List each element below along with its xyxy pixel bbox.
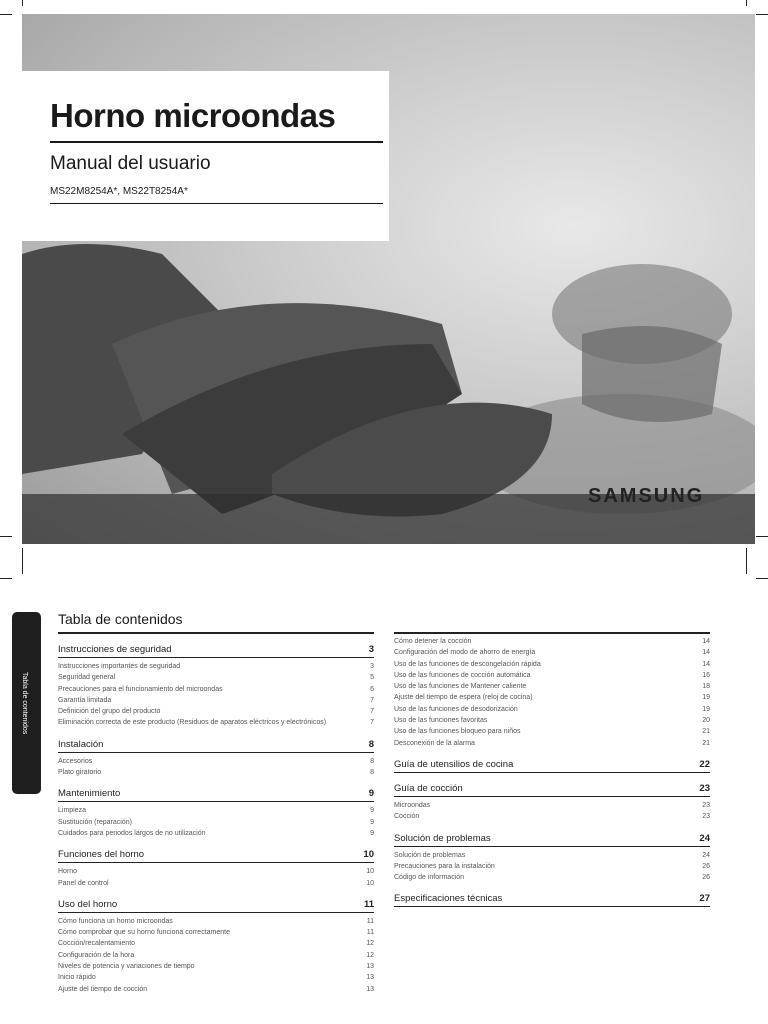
- toc-entry-page: 9: [370, 818, 374, 826]
- toc-section: [394, 833, 710, 884]
- crop-mark: [746, 548, 747, 574]
- toc-section-header[interactable]: [58, 739, 374, 752]
- toc-entry-title: Cuidados para periodos largos de no utilización: [58, 829, 206, 837]
- toc-section-page: 24: [699, 832, 710, 844]
- toc-entry[interactable]: [58, 805, 374, 816]
- toc-section: [58, 899, 374, 995]
- toc-section-header[interactable]: [58, 788, 374, 801]
- toc-entry-page: 8: [370, 757, 374, 765]
- toc-section-page: 8: [368, 738, 374, 750]
- toc-entry[interactable]: [394, 715, 710, 726]
- crop-mark: [0, 536, 12, 537]
- toc-entry-title: Definición del grupo del producto: [58, 708, 161, 716]
- toc-entry-title: Panel de control: [58, 879, 109, 887]
- crop-mark: [746, 0, 747, 6]
- toc-entry[interactable]: [58, 684, 374, 695]
- toc-entry-title: Seguridad general: [58, 674, 116, 682]
- toc-section-title: Instalación: [58, 738, 104, 750]
- toc-entry-title: Desconexión de la alarma: [394, 739, 475, 747]
- toc-section-page: 11: [363, 898, 374, 910]
- toc-entry-title: Uso de las funciones de cocción automática: [394, 671, 531, 679]
- toc-entry-title: Precauciones para la instalación: [394, 862, 495, 870]
- toc-entry[interactable]: [394, 636, 710, 647]
- toc-entry-page: 26: [702, 874, 710, 882]
- toc-entry-page: 7: [370, 719, 374, 727]
- toc-entry-page: 7: [370, 696, 374, 704]
- toc-entry[interactable]: [58, 817, 374, 828]
- toc-entry-page: 16: [702, 671, 710, 679]
- toc-entry-title: Instrucciones importantes de seguridad: [58, 663, 181, 670]
- toc-section-page: 10: [363, 849, 374, 861]
- toc-section-title: Guía de cocción: [394, 782, 463, 794]
- toc-section: [394, 783, 710, 823]
- toc-entry-title: Uso de las funciones favoritas: [394, 717, 488, 725]
- toc-entry[interactable]: [58, 767, 374, 778]
- toc-entry-title: Cómo comprobar que su horno funciona correctamente: [58, 929, 230, 937]
- toc-section: [58, 644, 374, 729]
- toc-section-title: Funciones del horno: [58, 849, 145, 861]
- toc-top-rule: [58, 632, 374, 634]
- toc-entry-page: 7: [370, 708, 374, 716]
- toc-entry-title: Cómo funciona un horno microondas: [58, 917, 173, 925]
- crop-mark: [0, 14, 12, 15]
- toc-entry[interactable]: [58, 661, 374, 672]
- toc-entry-title: Sustitución (reparación): [58, 818, 132, 826]
- toc-entry-page: 5: [370, 674, 374, 682]
- toc-entry-title: Cocción/recalentamiento: [58, 940, 136, 948]
- toc-section-title: Guía de utensilios de cocina: [394, 758, 514, 770]
- toc-entry[interactable]: [394, 647, 710, 658]
- cover-title: Horno microondas: [50, 97, 336, 134]
- toc-section-title: Solución de problemas: [394, 832, 491, 844]
- toc-entry[interactable]: [394, 850, 710, 861]
- toc-entry[interactable]: [394, 692, 710, 703]
- toc-entry[interactable]: [394, 738, 710, 749]
- toc-entry-title: Accesorios: [58, 757, 93, 765]
- toc-entry-page: 23: [702, 801, 710, 809]
- toc-entry[interactable]: [394, 872, 710, 883]
- toc-entry-page: 11: [366, 917, 374, 925]
- toc-entry[interactable]: [394, 811, 710, 822]
- toc-entry[interactable]: [58, 695, 374, 706]
- toc-entry-title: Uso de las funciones de descongelación rápida: [394, 660, 541, 668]
- toc-entry[interactable]: [58, 916, 374, 927]
- toc-entry[interactable]: [58, 927, 374, 938]
- toc-entry[interactable]: [58, 961, 374, 972]
- toc-entry-page: 24: [702, 851, 710, 859]
- toc-entry[interactable]: [58, 972, 374, 983]
- toc-entry-page: 11: [366, 929, 374, 937]
- toc-entry[interactable]: [394, 704, 710, 715]
- toc-entry-title: Cómo detener la cocción: [394, 638, 472, 645]
- toc-section: [58, 739, 374, 779]
- toc-section-page: 9: [368, 788, 374, 800]
- toc-entry-title: Plato giratorio: [58, 769, 102, 777]
- toc-section-header[interactable]: [394, 833, 710, 846]
- crop-mark: [756, 536, 768, 537]
- toc-entry[interactable]: [394, 659, 710, 670]
- toc-entry-page: 8: [370, 769, 374, 777]
- toc-section-title: Instrucciones de seguridad: [58, 644, 172, 655]
- toc-entry-page: 21: [702, 728, 710, 736]
- toc-section-rule: [58, 801, 374, 802]
- toc-section-rule: [58, 752, 374, 753]
- toc-entry-page: 9: [370, 807, 374, 815]
- title-rule: [50, 141, 383, 143]
- toc-entry-title: Solución de problemas: [394, 851, 466, 859]
- toc-section-page: 23: [699, 782, 710, 794]
- toc-right-column: [394, 632, 710, 910]
- toc-entry-page: 21: [702, 739, 710, 747]
- toc-section-rule: [394, 772, 710, 773]
- toc-entry[interactable]: [58, 672, 374, 683]
- toc-entry-page: 19: [702, 705, 710, 713]
- side-tab: [12, 612, 41, 794]
- toc-entry-title: Niveles de potencia y variaciones de tiempo: [58, 963, 195, 971]
- crop-mark: [22, 548, 23, 574]
- toc-entry-title: Código de información: [394, 874, 465, 882]
- toc-section-rule: [58, 862, 374, 863]
- toc-continued-entries: [394, 636, 710, 749]
- side-tab-label: Tabla de contenidos: [21, 672, 28, 735]
- toc-entry-title: Precauciones para el funcionamiento del microondas: [58, 685, 223, 693]
- toc-entry-title: Eliminación correcta de este producto (Residuos de aparatos eléctricos y electrónicos): [58, 719, 327, 727]
- toc-section-title: Uso del horno: [58, 898, 118, 910]
- crop-mark: [756, 578, 768, 579]
- toc-entry-title: Garantía limitada: [58, 696, 112, 704]
- toc-entry-title: Uso de las funciones de Mantener caliente: [394, 683, 527, 691]
- toc-entry[interactable]: [58, 984, 374, 995]
- toc-section: [394, 759, 710, 773]
- toc-entry-page: 23: [702, 813, 710, 821]
- toc-entry-page: 14: [702, 638, 710, 645]
- toc-entry[interactable]: [58, 756, 374, 767]
- toc-entry-page: 14: [702, 649, 710, 657]
- toc-entry-page: 19: [702, 694, 710, 702]
- toc-entry-title: Configuración del modo de ahorro de energía: [394, 649, 536, 657]
- toc-entry-page: 12: [366, 940, 374, 948]
- toc-section-header[interactable]: [58, 899, 374, 912]
- toc-section-header[interactable]: [394, 783, 710, 796]
- toc-entry[interactable]: [58, 828, 374, 839]
- toc-entry-title: Ajuste del tiempo de cocción: [58, 985, 148, 993]
- toc-entry[interactable]: [394, 726, 710, 737]
- toc-entry[interactable]: [394, 861, 710, 872]
- toc-section: [58, 788, 374, 839]
- toc-section-rule: [394, 796, 710, 797]
- toc-section-header[interactable]: [394, 893, 710, 906]
- crop-mark: [756, 14, 768, 15]
- toc-section-title: Especificaciones técnicas: [394, 893, 503, 905]
- toc-section: [394, 893, 710, 907]
- toc-section-header[interactable]: [58, 849, 374, 862]
- toc-entry-title: Ajuste del tiempo de espera (reloj de cocina): [394, 694, 533, 702]
- toc-entry-title: Cocción: [394, 813, 420, 821]
- toc-entry-page: 10: [366, 879, 374, 887]
- toc-entry-page: 14: [702, 660, 710, 668]
- toc-entry-title: Microondas: [394, 801, 431, 809]
- toc-entry[interactable]: [394, 800, 710, 811]
- toc-entry[interactable]: [58, 706, 374, 717]
- toc-entry-page: 20: [702, 717, 710, 725]
- toc-entry[interactable]: [58, 878, 374, 889]
- toc-entry-page: 13: [366, 985, 374, 993]
- toc-section-page: 27: [699, 893, 710, 905]
- toc-entry-title: Configuración de la hora: [58, 951, 135, 959]
- cover-title-box: [22, 71, 389, 241]
- toc-section-header[interactable]: [394, 759, 710, 772]
- toc-entry[interactable]: [58, 866, 374, 877]
- toc-top-rule: [394, 632, 710, 634]
- toc-entry-page: 26: [702, 862, 710, 870]
- toc-entry-title: Uso de las funciones bloqueo para niños: [394, 728, 521, 736]
- cover-subtitle: Manual del usuario: [50, 153, 211, 174]
- toc-entry-page: 6: [370, 685, 374, 693]
- toc-entry[interactable]: [58, 717, 374, 728]
- model-rule: [50, 203, 383, 204]
- toc-section-rule: [58, 657, 374, 658]
- toc-entry-title: Limpieza: [58, 807, 87, 815]
- toc-entry[interactable]: [58, 938, 374, 949]
- toc-entry-page: 12: [366, 951, 374, 959]
- crop-mark: [0, 578, 12, 579]
- crop-mark: [22, 0, 23, 6]
- toc-entry-page: 18: [702, 683, 710, 691]
- toc-section: [58, 849, 374, 889]
- toc-entry-title: Horno: [58, 868, 78, 876]
- model-numbers: MS22M8254A*, MS22T8254A*: [50, 186, 188, 197]
- toc-entry-page: 13: [366, 963, 374, 971]
- toc-section-page: 3: [368, 644, 374, 655]
- toc-entry-title: Inicio rápido: [58, 974, 96, 982]
- toc-section-rule: [58, 912, 374, 913]
- toc-entry-page: 9: [370, 829, 374, 837]
- toc-section-title: Mantenimiento: [58, 788, 121, 800]
- toc-section-page: 22: [699, 758, 710, 770]
- toc-entry-page: 10: [366, 868, 374, 876]
- toc-section-rule: [394, 846, 710, 847]
- toc-left-column: [58, 632, 374, 995]
- toc-entry-page: 13: [366, 974, 374, 982]
- toc-entry[interactable]: [394, 681, 710, 692]
- toc-entry-page: 3: [370, 663, 374, 670]
- toc-entry[interactable]: [394, 670, 710, 681]
- toc-entry-title: Uso de las funciones de desodorización: [394, 705, 518, 713]
- brand-logo: SAMSUNG: [588, 485, 705, 507]
- toc-section-rule: [394, 906, 710, 907]
- toc-entry[interactable]: [58, 950, 374, 961]
- toc-section-header[interactable]: [58, 644, 374, 657]
- toc-heading: Tabla de contenidos: [58, 611, 183, 627]
